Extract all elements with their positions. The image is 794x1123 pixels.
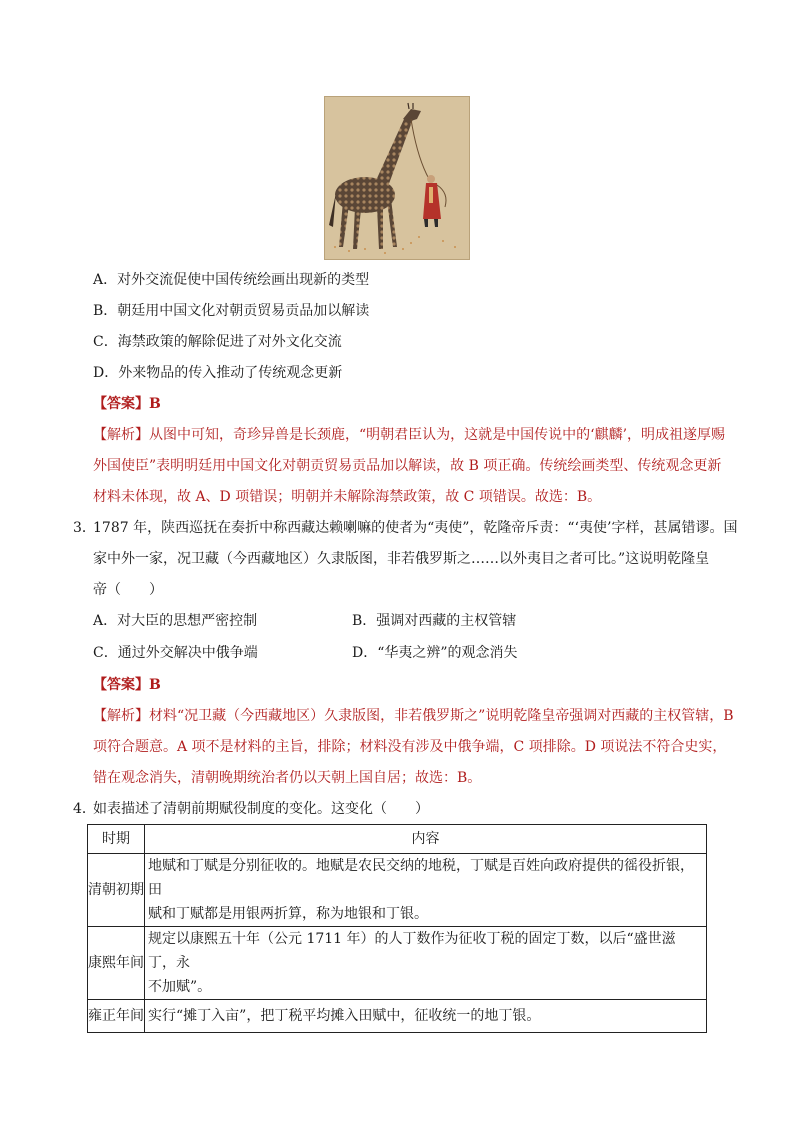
table-cell-line: 地赋和丁赋是分别征收的。地赋是农民交纳的地税，丁赋是百姓向政府提供的徭役折银，田 [148,858,694,898]
q3-analysis-line: 错在观念消失，清朝晚期统治者仍以天朝上国自居；故选：B。 [93,770,482,786]
q3-option-c: C．通过外交解决中俄争端 [93,645,258,661]
q3-stem-line: 帝（ ） [93,582,163,598]
table-cell-period: 雍正年间 [88,1000,145,1033]
table-cell-content [145,927,707,1000]
q2-option-b: B．朝廷用中国文化对朝贡贸易贡品加以解读 [93,303,370,319]
giraffe-painting-svg [325,97,469,259]
q4-stem: 如表描述了清朝前期赋役制度的变化。这变化（ ） [93,801,429,817]
table-header-row [88,825,707,854]
q3-analysis-line: 项符合题意。A 项不是材料的主旨，排除；材料没有涉及中俄争端，C 项排除。D 项说法不符合史实， [93,739,727,755]
table-cell-line: 规定以康熙五十年（公元 1711 年）的人丁数作为征收丁税的固定丁数，以后“盛世滋丁，永 [148,931,676,971]
q2-answer: 【答案】B [93,396,161,412]
q3-stem-line: 家中外一家，况卫藏（今西藏地区）久隶版图，非若俄罗斯之……以外夷目之者可比。”这说明乾隆皇 [93,551,710,567]
table-row [88,927,707,1000]
q2-option-a: A．对外交流促使中国传统绘画出现新的类型 [93,272,370,288]
table-cell-line: 不加赋”。 [148,979,212,995]
q3-analysis-line: 【解析】材料“况卫藏（今西藏地区）久隶版图，非若俄罗斯之”说明乾隆皇帝强调对西藏的主权管辖，B [93,708,734,724]
table-cell-content [145,854,707,927]
table-cell-line: 赋和丁赋都是用银两折算，称为地银和丁银。 [148,906,428,922]
q2-analysis-line: 【解析】从图中可知，奇珍异兽是长颈鹿，“明朝君臣认为，这就是中国传说中的‘麒麟’，明成祖遂厚赐 [93,427,726,443]
q3-option-b: B．强调对西藏的主权管辖 [352,613,517,629]
table-header-content: 内容 [145,825,707,854]
q3-option-d: D．“华夷之辨”的观念消失 [352,645,518,661]
q2-option-d: D．外来物品的传入推动了传统观念更新 [93,365,343,381]
q2-analysis-line: 外国使臣”表明明廷用中国文化对朝贡贸易贡品加以解读，故 B 项正确。传统绘画类型、传统观念更新 [93,458,722,474]
table-cell-period: 清朝初期 [88,854,145,927]
giraffe-painting [324,96,470,260]
q3-number: 3． [73,520,96,536]
tax-reform-table [87,824,707,1033]
q2-analysis-line: 材料未体现，故 A、D 项错误；明朝并未解除海禁政策，故 C 项错误。故选：B。 [93,489,602,505]
q3-option-a: A．对大臣的思想严密控制 [93,613,258,629]
q3-answer: 【答案】B [93,677,161,693]
table-row [88,854,707,927]
table-cell-line: 实行“摊丁入亩”，把丁税平均摊入田赋中，征收统一的地丁银。 [148,1008,541,1024]
q2-option-c: C．海禁政策的解除促进了对外文化交流 [93,334,342,350]
table-header-period: 时期 [88,825,145,854]
table-row [88,1000,707,1033]
q3-stem-line: 1787 年，陕西巡抚在奏折中称西藏达赖喇嘛的使者为“夷使”，乾隆帝斥责：“‘夷使’字样，甚属错谬。国 [93,520,738,536]
q4-number: 4． [73,801,96,817]
table-cell-period: 康熙年间 [88,927,145,1000]
table-cell-content [145,1000,707,1033]
